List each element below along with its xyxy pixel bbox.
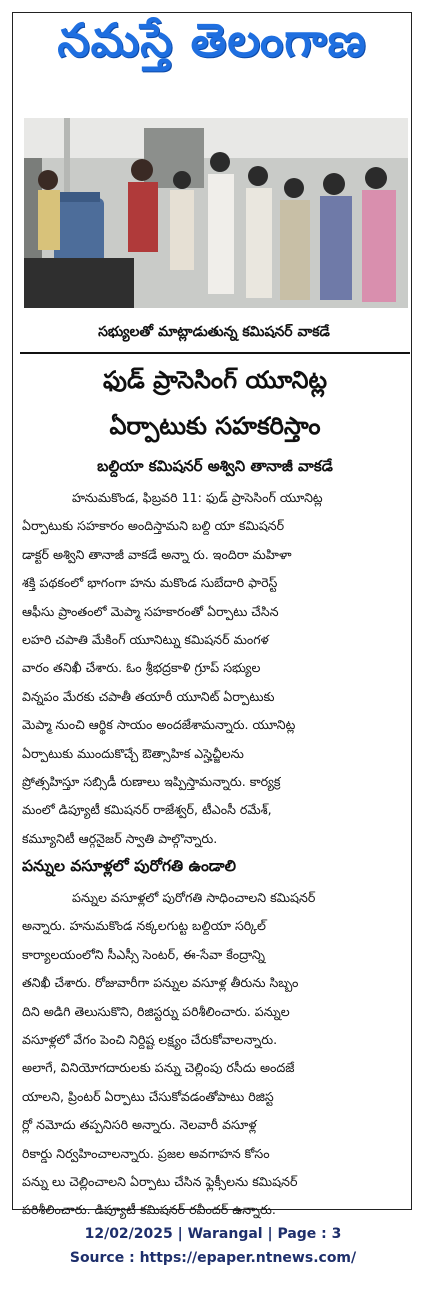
photo-caption: సభ్యులతో మాట్లాడుతున్న కమిషనర్ వాకడే xyxy=(98,324,330,340)
article-line: కార్యాలయంలోని సీఎస్సీ సెంటర్, ఈ-సేవా కేంద్రాన్ని xyxy=(22,946,266,962)
subheadline: బల్దియా కమిషనర్ అశ్విని తానాజీ వాకడే xyxy=(97,457,333,475)
article-line: ర్లో నమోదు తప్పనిసరి అన్నారు. నెలవారీ వసూళ్ల xyxy=(22,1117,257,1133)
article-line: అలాగే, వినియోగదారులకు పన్ను చెల్లింపు రసీదు అందజే xyxy=(22,1060,295,1076)
headline-line-1: ఫుడ్ ప్రాసెసింగ్ యూనిట్ల xyxy=(103,366,327,394)
article-line: మెప్మా నుంచి ఆర్థిక సాయం అందజేశామన్నారు. యూనిట్ల xyxy=(22,717,296,733)
article-paragraph-1 xyxy=(22,484,410,853)
article-line: పన్ను లు చెల్లించాలని ఏర్పాటు చేసిన ఫ్లెక్సీలను కమిషనర్ xyxy=(22,1174,298,1190)
article-paragraph-2 xyxy=(22,884,410,1225)
article-line: ఆఫీసు ప్రాంతంలో మెప్మా సహకారంతో ఏర్పాటు చేసిన xyxy=(22,603,279,619)
article-line: ఏర్పాటుకు సహకారం అందిస్తామని బల్ది యా కమిషనర్ xyxy=(22,518,285,534)
article-line: విన్నపం మేరకు చపాతీ తయారీ యూనిట్ ఏర్పాటుకు xyxy=(22,688,275,704)
article-line: వారం తనిఖీ చేశారు. ఓం శ్రీభద్రకాళి గ్రూప్ సభ్యుల xyxy=(22,660,261,676)
article-line: పన్నుల వసూళ్లలో పురోగతి సాధించాలని కమిషనర్ xyxy=(72,890,316,905)
article-line: లహరి చపాతి మేకింగ్ యూనిట్ను కమిషనర్ మంగళ xyxy=(22,632,269,648)
article-line: ప్రోత్సహిస్తూ సబ్సిడీ రుణాలు ఇప్పిస్తామన్నారు. కార్యక్ర xyxy=(22,774,281,790)
article-line: హనుమకొండ, ఫిబ్రవరి 11: ఫుడ్ ప్రాసెసింగ్ యూనిట్ల xyxy=(72,490,323,505)
headline-line-2: ఏర్పాటుకు సహకరిస్తాం xyxy=(109,412,321,440)
article-line: ఏర్పాటుకు ముందుకొచ్చే ఔత్సాహిక ఎస్హెచ్జీలను xyxy=(22,745,244,761)
article-line: డాక్టర్ అశ్విని తానాజీ వాకడే అన్నా రు. ఇందిరా మహిళా xyxy=(22,546,292,562)
article-line: రికార్డు నిర్వహించాలన్నారు. ప్రజల అవగాహన కోసం xyxy=(22,1145,270,1161)
article-line: వసూళ్లలో వేగం పెంచి నిర్దిష్ట లక్ష్యం చేరుకోవాలన్నారు. xyxy=(22,1032,278,1048)
article-line: కమ్యూనిటీ ఆర్గనైజర్ స్వాతి పాల్గొన్నారు. xyxy=(22,830,218,846)
article-line: అన్నారు. హనుమకొండ నక్కలగుట్ట బల్దియా సర్కిల్ xyxy=(22,918,266,934)
article-line: మంలో డిప్యూటీ కమిషనర్ రాజేశ్వర్, టీఎంసీ రమేశ్, xyxy=(22,802,272,818)
article-line: యాలని, ప్రింటర్ ఏర్పాటు చేసుకోవడంతోపాటు రిజిస్ట xyxy=(22,1088,274,1104)
source-line: Source : https://epaper.ntnews.com/ xyxy=(69,1250,357,1266)
divider xyxy=(20,352,410,354)
article-line: పరిశీలించారు. డిప్యూటీ కమిషనర్ రవీందర్ ఉన్నారు. xyxy=(22,1202,276,1218)
article-line: శక్తి పథకంలో భాగంగా హను మకొండ సుబేదారి ఫారెస్ట్ xyxy=(22,575,278,591)
edition-line: 12/02/2025 | Warangal | Page : 3 xyxy=(84,1226,342,1242)
article-line: దిని అడిగి తెలుసుకొని, రిజిస్టర్ను పరిశీలించారు. పన్నుల xyxy=(22,1003,290,1019)
article-line: తనిఖీ చేశారు. రోజువారీగా పన్నుల వసూళ్ల తీరును సిబ్బం xyxy=(22,975,299,991)
section-heading: పన్నుల వసూళ్లలో పురోగతి ఉండాలి xyxy=(22,857,236,875)
masthead-title: నమస్తే తెలంగాణ xyxy=(57,13,367,67)
news-photo xyxy=(24,118,408,308)
